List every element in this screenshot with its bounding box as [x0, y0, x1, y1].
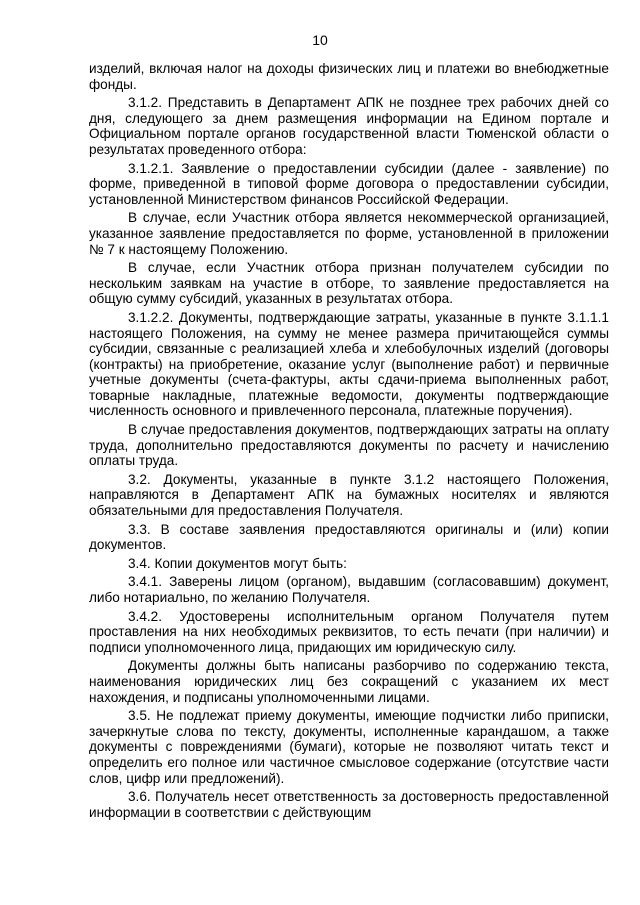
paragraph-3-1-2-2: 3.1.2.2. Документы, подтверждающие затраты, указанные в пункте 3.1.1.1 настоящего Положения, на сумму не менее размера причитающейся суммы субсидии, связанные с реализацией хлеба и хлебобулочных изделий (договоры (контракты) на приобретение, оказание услуг (выполнение работ) и первичные учетные документы (счета-фактуры, акты сдачи-приема выполненных работ, товарные накладные, платежные ведомости, документы подтверждающие численность основного и привлеченного персонала, платежные поручения).	[89, 309, 609, 419]
paragraph-3-2: 3.2. Документы, указанные в пункте 3.1.2 настоящего Положения, направляются в Департамент АПК на бумажных носителях и являются обязательными для предоставления Получателя.	[89, 471, 609, 519]
paragraph-3-6: 3.6. Получатель несет ответственность за достоверность предоставленной информации в соответствии с действующим	[89, 789, 609, 820]
paragraph-nonprofit-case: В случае, если Участник отбора является некоммерческой организацией, указанное заявление предоставляется по форме, установленной в приложении № 7 к настоящему Положению.	[89, 210, 609, 257]
paragraph-3-1-2: 3.1.2. Представить в Департамент АПК не позднее трех рабочих дней со дня, следующего за днем размещения информации на Едином портале и Официальном портале органов государственной власти Тюменской области о результатах проведенного отбора:	[89, 95, 609, 157]
paragraph-3-1-2-1: 3.1.2.1. Заявление о предоставлении субсидии (далее - заявление) по форме, приведенной в типовой форме договора о предоставлении субсидии, установленной Министерством финансов Российской Федерации.	[89, 160, 609, 207]
paragraph-labor-costs-case: В случае предоставления документов, подтверждающих затраты на оплату труда, дополнительно предоставляются документы по расчету и начислению оплаты труда.	[89, 422, 609, 469]
paragraph-document-requirements: Документы должны быть написаны разборчиво по содержанию текста, наименования юридических лиц без сокращений с указанием их мест нахождения, и подписаны уполномоченными лицами.	[89, 658, 609, 705]
paragraph-continuation: изделий, включая налог на доходы физических лиц и платежи во внебюджетные фонды.	[89, 61, 609, 92]
paragraph-3-5: 3.5. Не подлежат приему документы, имеющие подчистки либо приписки, зачеркнутые слова по тексту, документы, исполненные карандашом, а также документы с повреждениями (бумаги), которые не позволяют читать текст и определить его полное или частичное смысловое содержание (отсутствие части слов, цифр или предложений).	[89, 708, 609, 786]
paragraph-multiple-applications-case: В случае, если Участник отбора признан получателем субсидии по нескольким заявкам на участие в отборе, то заявление предоставляется на общую сумму субсидий, указанных в результатах отбора.	[89, 260, 609, 307]
paragraph-3-3: 3.3. В составе заявления предоставляются оригиналы и (или) копии документов.	[89, 521, 609, 553]
paragraph-3-4: 3.4. Копии документов могут быть:	[128, 555, 347, 571]
paragraph-3-4-1: 3.4.1. Заверены лицом (органом), выдавшим (согласовавшим) документ, либо нотариально, по желанию Получателя.	[89, 574, 609, 605]
page-number: 10	[312, 32, 328, 48]
paragraph-3-4-2: 3.4.2. Удостоверены исполнительным органом Получателя путем проставления на них необходимых реквизитов, то есть печати (при наличии) и подписи уполномоченного лица, придающих им юридическую силу.	[89, 608, 609, 655]
document-body	[89, 61, 609, 823]
